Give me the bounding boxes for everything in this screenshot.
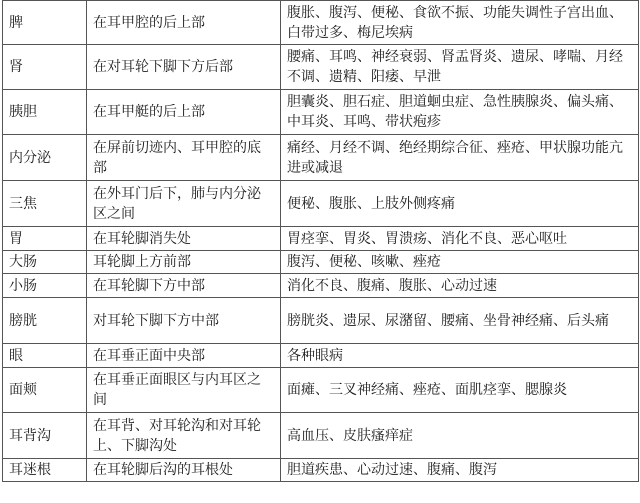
location-cell: 对耳轮下脚下方中部	[87, 298, 281, 344]
indications-cell: 腰痛、耳鸣、神经衰弱、肾盂肾炎、遗尿、哮喘、月经不调、遗精、阳痿、早泄	[281, 45, 639, 90]
table-body	[3, 1, 639, 482]
point-name-cell: 肾	[3, 45, 87, 90]
indications-cell: 高血压、皮肤瘙痒症	[281, 413, 639, 459]
table-row	[3, 135, 639, 181]
location-cell: 在耳轮脚后沟的耳根处	[87, 459, 281, 482]
point-name-cell: 三焦	[3, 181, 87, 227]
table-row	[3, 251, 639, 274]
table-row	[3, 181, 639, 227]
point-name-cell: 大肠	[3, 251, 87, 274]
point-name-cell: 内分泌	[3, 135, 87, 181]
point-name-cell: 脾	[3, 1, 87, 45]
location-cell: 在耳垂正面眼区与内耳区之间	[87, 368, 281, 413]
indications-cell: 腹胀、腹泻、便秘、食欲不振、功能失调性子宫出血、白带过多、梅尼埃病	[281, 1, 639, 45]
point-name-cell: 耳迷根	[3, 459, 87, 482]
indications-cell: 便秘、腹胀、上肢外侧疼痛	[281, 181, 639, 227]
location-cell: 在耳轮脚下方中部	[87, 274, 281, 298]
location-cell: 耳轮脚上方前部	[87, 251, 281, 274]
table-row	[3, 227, 639, 251]
table-row	[3, 90, 639, 135]
indications-cell: 痛经、月经不调、绝经期综合征、痤疮、甲状腺功能亢进或减退	[281, 135, 639, 181]
table-row	[3, 274, 639, 298]
table-row	[3, 45, 639, 90]
point-name-cell: 眼	[3, 344, 87, 368]
point-name-cell: 耳背沟	[3, 413, 87, 459]
indications-cell: 胆道疾患、心动过速、腹痛、腹泻	[281, 459, 639, 482]
indications-cell: 面瘫、三叉神经痛、痤疮、面肌痉挛、腮腺炎	[281, 368, 639, 413]
ear-acupoint-table	[2, 0, 639, 482]
point-name-cell: 胃	[3, 227, 87, 251]
indications-cell: 胆囊炎、胆石症、胆道蛔虫症、急性胰腺炎、偏头痛、中耳炎、耳鸣、带状疱疹	[281, 90, 639, 135]
table-row	[3, 413, 639, 459]
point-name-cell: 面颊	[3, 368, 87, 413]
indications-cell: 消化不良、腹痛、腹胀、心动过速	[281, 274, 639, 298]
table-row	[3, 459, 639, 482]
indications-cell: 胃痉挛、胃炎、胃溃疡、消化不良、恶心呕吐	[281, 227, 639, 251]
table-row	[3, 344, 639, 368]
location-cell: 在耳轮脚消失处	[87, 227, 281, 251]
location-cell: 在外耳门后下，肺与内分泌区之间	[87, 181, 281, 227]
location-cell: 在耳垂正面中央部	[87, 344, 281, 368]
location-cell: 在耳甲腔的后上部	[87, 1, 281, 45]
location-cell: 在耳背、对耳轮沟和对耳轮上、下脚沟处	[87, 413, 281, 459]
location-cell: 在对耳轮下脚下方后部	[87, 45, 281, 90]
point-name-cell: 胰胆	[3, 90, 87, 135]
indications-cell: 各种眼病	[281, 344, 639, 368]
point-name-cell: 小肠	[3, 274, 87, 298]
location-cell: 在屏前切迹内、耳甲腔的底部	[87, 135, 281, 181]
point-name-cell: 膀胱	[3, 298, 87, 344]
table-row	[3, 1, 639, 45]
indications-cell: 腹泻、便秘、咳嗽、痤疮	[281, 251, 639, 274]
table-row	[3, 368, 639, 413]
indications-cell: 膀胱炎、遗尿、尿潴留、腰痛、坐骨神经痛、后头痛	[281, 298, 639, 344]
location-cell: 在耳甲艇的后上部	[87, 90, 281, 135]
table-row	[3, 298, 639, 344]
